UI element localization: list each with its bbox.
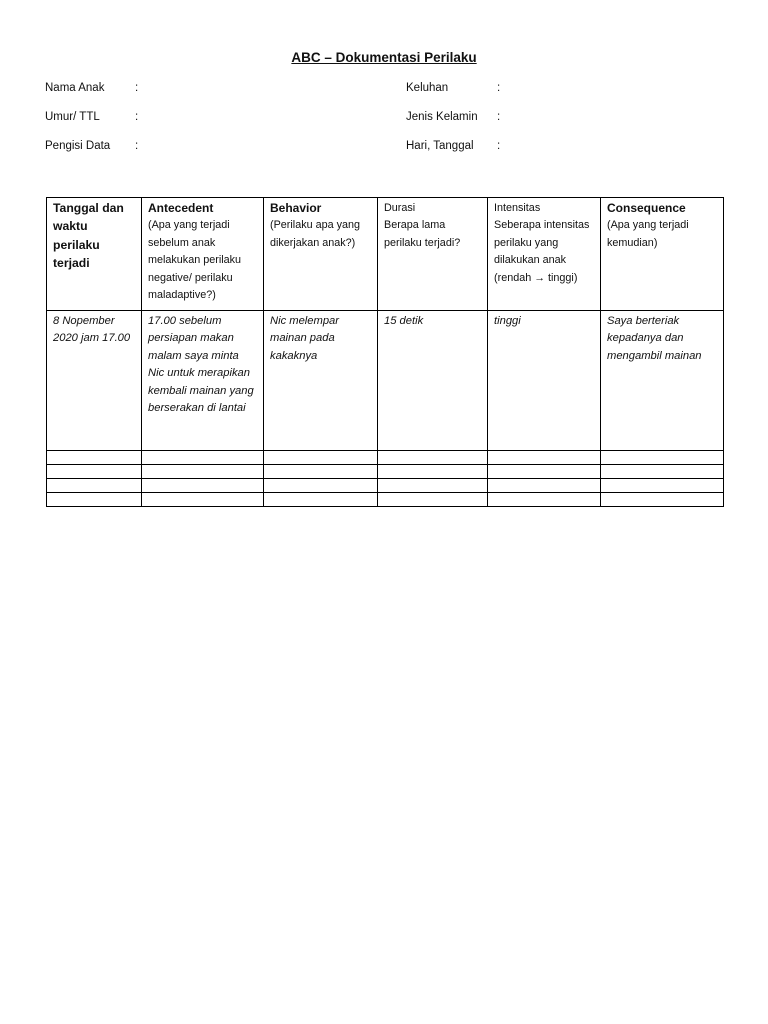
empty-cell: [142, 465, 264, 479]
table-header-row: [47, 198, 724, 311]
header-title: Durasi: [384, 202, 416, 214]
empty-cell: [601, 479, 724, 493]
field-pengisi-data: [45, 140, 139, 152]
field-label: Hari, Tanggal: [406, 140, 474, 152]
header-subtitle: (Apa yang terjadi sebelum anak melakukan perilaku negative/ perilaku maladaptive?): [148, 219, 242, 302]
header-durasi: [378, 198, 488, 311]
empty-cell: [47, 493, 142, 507]
table-cell: 15 detik: [378, 311, 488, 451]
field-jenis-kelamin: [406, 111, 501, 123]
empty-cell: [378, 479, 488, 493]
empty-cell: [488, 451, 601, 465]
table-row-empty: [47, 465, 724, 479]
field-label: Jenis Kelamin: [406, 111, 478, 123]
table-row: [47, 311, 724, 451]
field-colon: :: [497, 82, 501, 94]
header-antecedent: [142, 198, 264, 311]
field-nama-anak: [45, 82, 139, 94]
empty-cell: [264, 493, 378, 507]
empty-cell: [488, 465, 601, 479]
header-subtitle: Seberapa intensitas perilaku yang dilakukan anak (rendah → tinggi): [494, 219, 590, 284]
empty-cell: [142, 451, 264, 465]
empty-cell: [47, 465, 142, 479]
table-cell: 17.00 sebelum persiapan makan malam saya minta Nic untuk merapikan kembali mainan yang berserakan di lantai: [142, 311, 264, 451]
header-behavior: [264, 198, 378, 311]
empty-cell: [47, 451, 142, 465]
empty-cell: [378, 451, 488, 465]
header-intensitas: [488, 198, 601, 311]
empty-cell: [264, 465, 378, 479]
header-subtitle: Berapa lama perilaku terjadi?: [384, 219, 461, 249]
empty-cell: [378, 465, 488, 479]
field-colon: :: [135, 140, 139, 152]
field-label: Pengisi Data: [45, 140, 111, 152]
empty-cell: [488, 479, 601, 493]
header-title: Behavior: [270, 201, 322, 215]
header-title: Intensitas: [494, 202, 541, 214]
table-cell: Saya berteriak kepadanya dan mengambil mainan: [601, 311, 724, 451]
field-label: Umur/ TTL: [45, 111, 100, 123]
abc-table: [46, 197, 724, 507]
empty-cell: [142, 479, 264, 493]
empty-cell: [47, 479, 142, 493]
empty-cell: [601, 465, 724, 479]
table-cell: 8 Nopember 2020 jam 17.00: [47, 311, 142, 451]
field-colon: :: [497, 111, 501, 123]
table-cell: tinggi: [488, 311, 601, 451]
table-cell: Nic melempar mainan pada kakaknya: [264, 311, 378, 451]
field-hari-tanggal: [406, 140, 501, 152]
header-subtitle: (Apa yang terjadi kemudian): [607, 219, 689, 249]
empty-cell: [142, 493, 264, 507]
field-colon: :: [497, 140, 501, 152]
empty-cell: [601, 493, 724, 507]
table-row-empty: [47, 451, 724, 465]
header-title: Tanggal dan waktu perilaku terjadi: [53, 201, 124, 271]
header-title: Antecedent: [148, 201, 214, 215]
table-row-empty: [47, 479, 724, 493]
field-umur-ttl: [45, 111, 139, 123]
field-keluhan: [406, 82, 501, 94]
empty-cell: [264, 451, 378, 465]
header-subtitle: (Perilaku apa yang dikerjakan anak?): [270, 219, 361, 249]
field-label: Keluhan: [406, 82, 449, 94]
empty-cell: [264, 479, 378, 493]
header-tanggal: [47, 198, 142, 311]
document-title: ABC – Dokumentasi Perilaku: [291, 50, 477, 65]
header-title: Consequence: [607, 201, 686, 215]
empty-cell: [488, 493, 601, 507]
empty-cell: [601, 451, 724, 465]
field-colon: :: [135, 82, 139, 94]
empty-cell: [378, 493, 488, 507]
field-colon: :: [135, 111, 139, 123]
field-label: Nama Anak: [45, 82, 105, 94]
table-row-empty: [47, 493, 724, 507]
header-consequence: [601, 198, 724, 311]
